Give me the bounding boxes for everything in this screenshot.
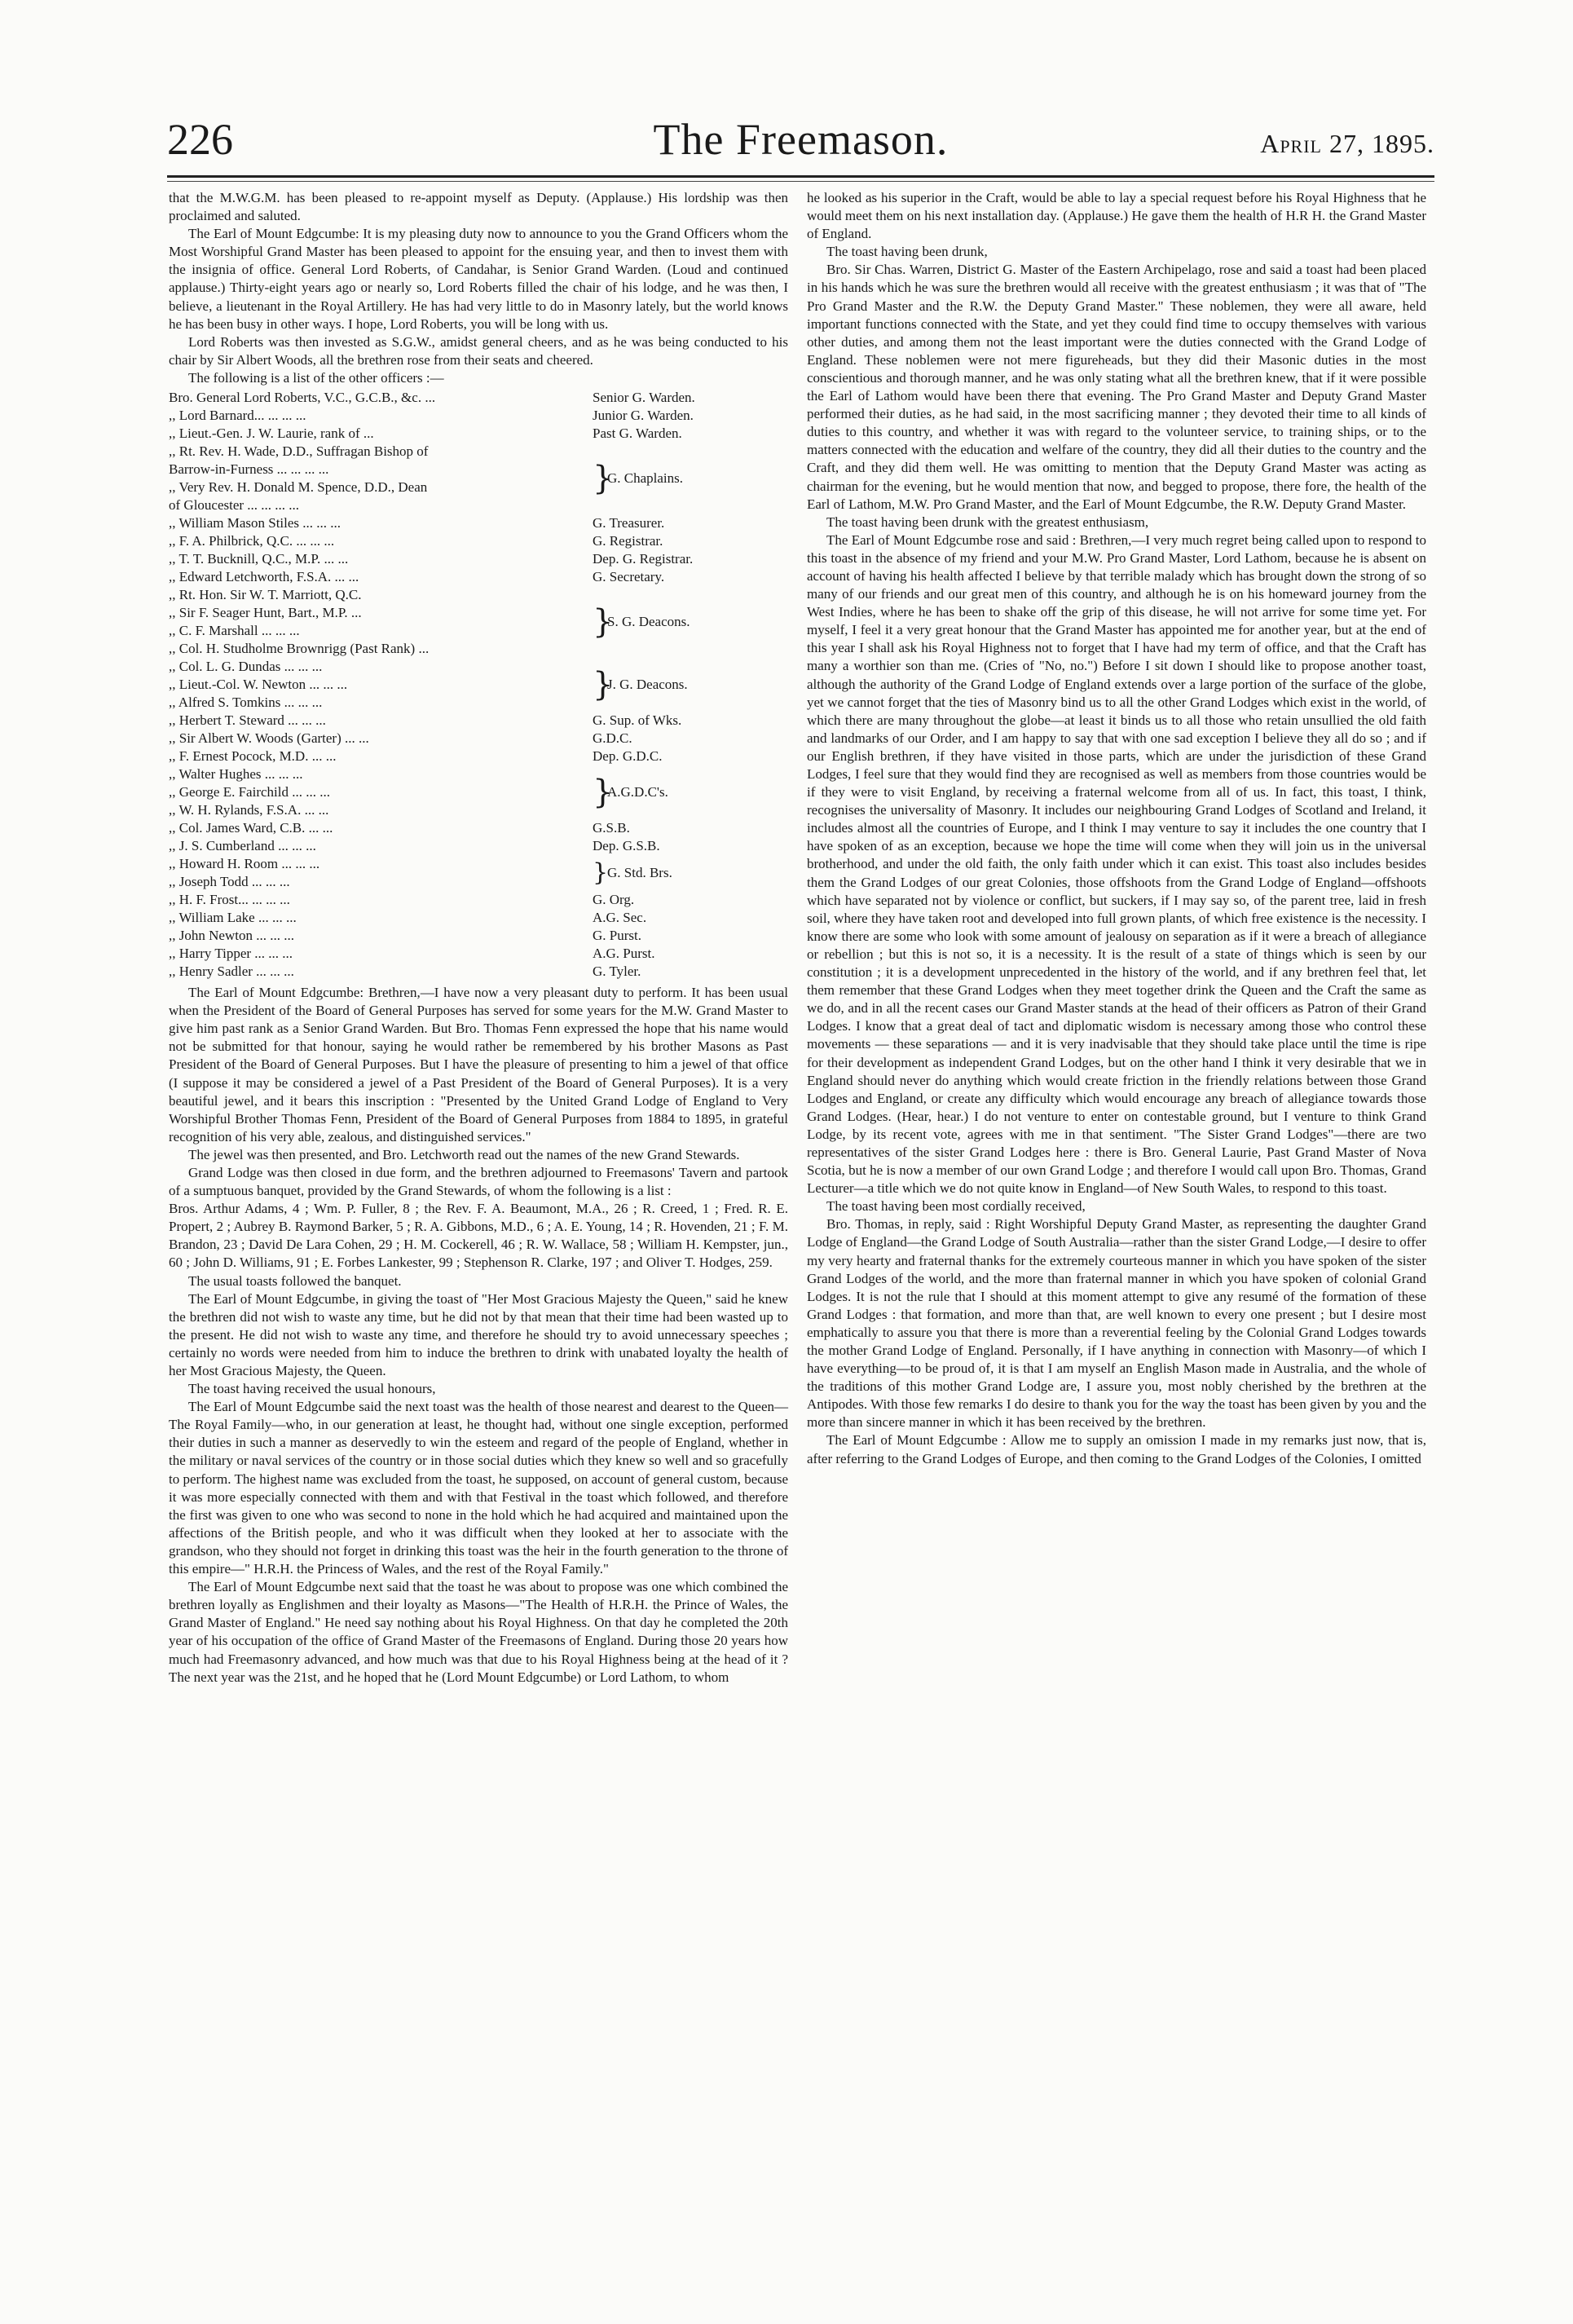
officer-row [169, 945, 788, 963]
officer-name: ,, Sir F. Seager Hunt, Bart., M.P. ... [169, 605, 362, 621]
officer-name: ,, Lieut.-Gen. J. W. Laurie, rank of ... [169, 426, 374, 442]
officer-name: ,, F. Ernest Pocock, M.D. ... ... [169, 748, 337, 765]
officer-row [169, 909, 788, 927]
paragraph: Grand Lodge was then closed in due form, and the brethren adjourned to Freemasons' Tavern and partook of a sumptuous banquet, provided by the Grand Stewards, of whom the following is a list : [169, 1164, 788, 1199]
officer-name: ,, Alfred S. Tomkins ... ... ... [169, 695, 323, 711]
officer-office: G. Tyler. [593, 964, 641, 980]
brace-glyph: } [593, 858, 609, 888]
officer-row [169, 389, 788, 407]
officer-office: A.G. Purst. [593, 946, 655, 962]
officer-name: ,, F. A. Philbrick, Q.C. ... ... ... [169, 533, 335, 549]
officer-name: ,, W. H. Rylands, F.S.A. ... ... [169, 802, 329, 818]
officer-office: Dep. G. Registrar. [593, 551, 694, 567]
paragraph: The usual toasts followed the banquet. [188, 1272, 402, 1289]
officer-name: ,, Sir Albert W. Woods (Garter) ... ... [169, 730, 369, 747]
paragraph: The Earl of Mount Edgcumbe: It is my pleasing duty now to announce to you the Grand Officers whom the Most Worshipful Grand Master has been pleased to appoint for the ensuing year, and then to invest them with the insignia of office. General Lord Roberts, of Candahar, is Senior Grand Warden. (Loud and continued applause.) Thirty-eight years ago or nearly so, Lord Roberts filled the chair of his lodge, and he was then, I believe, a lieutenant in the Royal Artillery. He has had very little to do in Masonry lately, but the world knows he has been busy in other ways. I hope, Lord Roberts, you will be long with us. [169, 226, 788, 332]
officer-row [169, 891, 788, 909]
officer-office: S. G. Deacons. [607, 613, 690, 629]
officer-office: G. Treasurer. [593, 515, 665, 531]
paragraph: he looked as his superior in the Craft, would be able to lay a special request before his Royal Highness that he would meet them on his next installation day. (Applause.) He gave them the health of H.R H. the Grand Master of England. [807, 190, 1426, 242]
officer-group-senior-deacons [169, 586, 788, 658]
officers-list [169, 389, 788, 981]
publication-title: The Freemason. [653, 115, 949, 164]
brace-glyph: } [593, 774, 614, 812]
officer-name: ,, Joseph Todd ... ... ... [169, 874, 290, 890]
issue-date: April 27, 1895. [1260, 129, 1434, 158]
officer-name: ,, George E. Fairchild ... ... ... [169, 784, 330, 800]
officer-office: J. G. Deacons. [607, 676, 688, 692]
officer-row [169, 927, 788, 945]
officer-office: A.G. Sec. [593, 910, 647, 926]
officer-office: G.S.B. [593, 820, 630, 836]
officer-row [169, 425, 788, 443]
officer-name: ,, Col. H. Studholme Brownrigg (Past Rank) ... [169, 641, 430, 657]
officer-name: ,, Col. L. G. Dundas ... ... ... [169, 659, 323, 675]
officer-name: ,, Henry Sadler ... ... ... [169, 964, 294, 980]
officer-row [169, 568, 788, 586]
officer-name: ,, Rt. Hon. Sir W. T. Marriott, Q.C. [169, 587, 362, 603]
paragraph: The Earl of Mount Edgcumbe, in giving the toast of "Her Most Gracious Majesty the Queen," said he knew the brethren did not wish to waste any time, but he did not by that mean that their time had been wasted up to the present. He did not wish to waste any time, and therefore he should try to avoid unnecessary speeches ; certainly no words were needed from him to induce the brethren to drink with unabated loyalty the health of her Most Gracious Majesty, the Queen. [169, 1290, 788, 1378]
officer-name: of Gloucester ... ... ... ... [169, 497, 300, 514]
masthead-rule [167, 175, 1434, 178]
paragraph: The Earl of Mount Edgcumbe said the next toast was the health of those nearest and dearest to the Queen—The Royal Family—who, in our generation at least, he thought had, without one single exception, performed their duties in such a manner as deservedly to win the esteem and regard of the people of England, whether in the military or naval services of the country or in those social duties which they knew so well and so gracefully to perform. The highest name was excluded from the toast, he supposed, on account of general custom, because it was more especially connected with them and with that Festival in the toast which followed, and therefore the first was given to one who was second to none in the hold which he had acquired and maintained upon the affections of the British people, and who it was difficult when they looked at her to associate with the grandson, who they should not forget in drinking this toast was the heir in the fourth generation to the throne of this empire—" H.R.H. the Princess of Wales, and the rest of the Royal Family." [169, 1399, 788, 1577]
officer-row [169, 550, 788, 568]
left-column [169, 189, 788, 1687]
officer-office: G. Std. Brs. [607, 864, 672, 880]
paragraph: The Earl of Mount Edgcumbe next said that the toast he was about to propose was one which combined the brethren loyally as Englishmen and their loyalty as Masons—"The Health of H.R.H. the Prince of Wales, the Grand Master of England." He need say nothing about his Royal Highness. On that day he completed the 20th year of his occupation of the office of Grand Master of the Freemasons of England. During those 20 years how much had Freemasonry advanced, and how much was that due to his Royal Highness being at the head of it ? The next year was the 21st, and he hoped that he (Lord Mount Edgcumbe) or Lord Lathom, to whom [169, 1579, 788, 1685]
brace-glyph: } [593, 460, 614, 498]
officer-office: Junior G. Warden. [593, 408, 694, 424]
officer-group-standard-bearers [169, 855, 788, 891]
right-column [807, 189, 1426, 1468]
officer-name: ,, H. F. Frost... ... ... ... [169, 892, 290, 908]
officer-group-chaplains [169, 443, 788, 514]
officer-name: ,, Col. James Ward, C.B. ... ... [169, 820, 333, 836]
officer-office: A.G.D.C's. [607, 783, 668, 800]
officer-office: G. Secretary. [593, 569, 665, 585]
officer-name: ,, Herbert T. Steward ... ... ... [169, 712, 326, 729]
officer-row [169, 712, 788, 730]
paragraph: Bros. Arthur Adams, 4 ; Wm. P. Fuller, 8 ; the Rev. F. A. Beaumont, M.A., 26 ; R. Creed, 1 ; Fred. R. E. Propert, 2 ; Aubrey B. Raymond Barker, 5 ; R. A. Gibbons, M.D., 6 ; A. E. Young, 14 ; R. Hovenden, 21 ; F. M. Brandon, 23 ; David De Lara Cohen, 29 ; H. M. Cockerell, 46 ; R. W. Wallace, 58 ; William H. Kempster, jun., 60 ; John D. Williams, 91 ; E. Forbes Lankester, 99 ; Stephenson R. Clarke, 197 ; and Oliver T. Hodges, 259. [169, 1201, 788, 1271]
officer-name: ,, Harry Tipper ... ... ... [169, 946, 293, 962]
paragraph: The toast having been drunk with the greatest enthusiasm, [826, 514, 1149, 530]
officer-name: ,, Walter Hughes ... ... ... [169, 766, 303, 783]
paragraph: Lord Roberts was then invested as S.G.W., amidst general cheers, and as he was being conducted to his chair by Sir Albert Woods, all the brethren rose from their seats and cheered. [169, 333, 788, 368]
officer-name: ,, Very Rev. H. Donald M. Spence, D.D., Dean [169, 479, 428, 496]
officer-row [169, 514, 788, 532]
officer-name: ,, Rt. Rev. H. Wade, D.D., Suffragan Bishop of [169, 443, 429, 460]
paragraph: that the M.W.G.M. has been pleased to re-appoint myself as Deputy. (Applause.) His lordship was then proclaimed and saluted. [169, 190, 788, 224]
paragraph: The toast having been drunk, [826, 244, 988, 260]
officer-name: ,, C. F. Marshall ... ... ... [169, 623, 300, 639]
masthead-rule-thin [167, 181, 1434, 182]
officer-office: Dep. G.D.C. [593, 748, 663, 765]
officer-office: G. Purst. [593, 928, 641, 944]
officer-office: Senior G. Warden. [593, 390, 695, 406]
officer-row [169, 730, 788, 747]
officer-name: ,, J. S. Cumberland ... ... ... [169, 838, 316, 854]
paragraph: The jewel was then presented, and Bro. Letchworth read out the names of the new Grand Stewards. [188, 1146, 740, 1162]
officer-office: Dep. G.S.B. [593, 838, 660, 854]
officer-name: ,, John Newton ... ... ... [169, 928, 294, 944]
officer-name: ,, Howard H. Room ... ... ... [169, 856, 320, 872]
brace-glyph: } [593, 603, 614, 642]
officer-name: ,, William Lake ... ... ... [169, 910, 297, 926]
officer-group-adcs [169, 765, 788, 819]
officer-row [169, 963, 788, 981]
brace-glyph: } [593, 666, 614, 704]
officer-office: G.D.C. [593, 730, 632, 747]
officer-office: G. Org. [593, 892, 635, 908]
officer-row [169, 837, 788, 855]
officer-row [169, 747, 788, 765]
officer-name: Barrow-in-Furness ... ... ... ... [169, 461, 329, 478]
paragraph: Bro. Thomas, in reply, said : Right Worshipful Deputy Grand Master, as representing the daughter Grand Lodge of England—the Grand Lodge of South Australia—rather than the sister Grand Lodge,—I desire to offer my very hearty and fraternal thanks for the extremely courteous manner in which you have spoken of the sister Grand Lodges of the world, and the more than fraternal manner in which you have spoken of colonial Grand Lodges. It is not the rule that I should at this moment attempt to give any resumé of the formation of these Grand Lodges : that formation, and more than that, are well known to every one present ; but I desire most emphatically to assure you that there is more than a reverential feeling by the Colonial Grand Lodges towards the mother Grand Lodge of England. Personally, if I have anything in connection with Masonry—of which I have everything—to be proud of, it is that I am myself an English Mason made in Australia, and the whole of the traditions of this mother Grand Lodge are, I assure you, most nobly cherished by the brethren at the Antipodes. With those few remarks I do desire to thank you for the way the toast has been given by you and the more than sincere manner in which it has been received by the brethren. [807, 1216, 1426, 1431]
paragraph: The Earl of Mount Edgcumbe rose and said : Brethren,—I very much regret being called upon to respond to this toast in the absence of my friend and your M.W. Pro Grand Master, Lord Lathom, because he is absent on account of having his health affected I believe by that terrible malady which has brought down the strong of so many of our friends and our great men of this country, and although he is on his homeward journey from the West Indies, where he has been to shake off the grip of this disease, he will not arrive for some time yet. For myself, I feel it a very great honour that the Grand Master has appointed me for another year, but at the end of this year I shall ask his Royal Highness not to forget that I have had my term of office, and that the Craft has many a worthier son than me. (Cries of "No, no.") Before I sit down I should like to propose another toast, although the authority of the Grand Lodge of England extends over a large portion of the surface of the globe, yet we cannot forget that the ties of Masonry bind us to all the other Grand Lodges which exist in the world, of which there are many throughout the globe—at least it binds us to all those who retain unsullied the old faith and landmarks of our Order, and I am happy to say that with one sad exception I believe they all do so ; and if our English brethren, if they have visited in those parts, which are under the jurisdiction of these Grand Lodges, I feel sure that they would find they are recognised as well as members from those countries would be if they were to visit England, by receiving a fraternal welcome from all of us. In fact, this toast, I think, recognises the universality of Masonry. It includes our neighbouring Grand Lodges of Scotland and Ireland, it includes almost all the countries of Europe, and I think I may venture to say it includes the one country that I have spoken of as an exception, because we hope the time will come when they will join us in the universal brotherhood, and under the old faith, the only faith under which it can exist. This toast also includes besides them the Grand Lodges of our great Colonies, those offshoots from the Grand Lodge of England—offshoots which have separated not by violence or conflict, but suckers, if I may say so, of the parent tree, laid in fresh soil, where they have taken root and developed into full grown plants, of which free existence is the necessity. I know there are some who look with some amount of jealousy on separation as if it were a breach of allegiance or rebellion ; but this is not so, it is a necessity. It is the result of a state of things which is seen by our constitution ; it is a development unprecedented in the history of the world, and if any brethren feel that, let them remember that these Grand Lodges when they meet together drink the Queen and the Craft the same as we do, and in all the recent cases our Grand Master stands at the head of their officers as Patron of their Grand Lodges. I know that a great deal of tact and diplomatic wisdom is necessary among those who control these movements — these separations — and it is very inadvisable that they should take place until the time is ripe for their development as independent Grand Lodges, but on the other hand I think it very desirable that we in England should never do anything which would create friction in the friendly relations between those Grand Lodges and England, or create any difficulty which would encourage any breach of allegiance towards those Grand Lodges. (Hear, hear.) I do not venture to enter on contestable ground, but I venture to think Grand Lodge, by its recent vote, agrees with me in that sentiment. "The Sister Grand Lodges"—there are two representatives of the sister Grand Lodges here : there is Bro. General Laurie, Past Grand Master of Nova Scotia, but he is now a member of our own Grand Lodge ; and therefore I would call upon Bro. Thomas, Grand Lecturer—a title which we do not quite know in England—of New South Wales, to respond to this toast. [807, 531, 1426, 1197]
paragraph: The Earl of Mount Edgcumbe: Brethren,—I have now a very pleasant duty to perform. It has been usual when the President of the Board of General Purposes has served for some years for the M.W. Grand Master to give him past rank as a Senior Grand Warden. But Bro. Thomas Fenn expressed the hope that his name would not be submitted for that honour, saying he would rather be remembered by his brother Masons as Past President of the Board of General Purposes. But I have the pleasure of presenting to him a jewel of that office (I suppose it may be considered a jewel of a Past President of the Board of General Purposes). It is a very beautiful jewel, and it bears this inscription : "Presented by the United Grand Lodge of England to Very Worshipful Brother Thomas Fenn, President of the Board of General Purposes from 1884 to 1895, in grateful recognition of his very able, zealous, and distinguished services." [169, 985, 788, 1144]
officer-office: G. Sup. of Wks. [593, 712, 682, 729]
paragraph: Bro. Sir Chas. Warren, District G. Master of the Eastern Archipelago, rose and said a toast had been placed in his hands which he was sure the brethren would all receive with the greatest enthusiasm ; it was that of "The Pro Grand Master and the R.W. the Deputy Grand Master." These noblemen, they were all aware, held important functions connected with the State, and yet they could find time to occupy themselves with various other duties, and among them not the least important were the duties connected with the Grand Lodge of England. These noblemen were not mere figureheads, but they did their Masonic duties in the most conscientious and thorough manner, and he was only stating what all the brethren knew, that if it were possible the Earl of Lathom would have been there that evening. The Pro Grand Master and Deputy Grand Master performed their duties, as he had said, in the most sacrificing manner ; they devoted their time to all kinds of duties to this country, and whether it was with regard to the volunteer service, to training ships, or to the matters connected with the education and welfare of the country, they did all their duties to the country and the Craft, and they did them well. He was omitting to mention that the Deputy Grand Master was acting as chairman for the evening, but he would mention that now, and begged to propose, there fore, the health of the Earl of Lathom, M.W. Pro Grand Master, and the Earl of Mount Edgcumbe, the R.W. Deputy Grand Master. [807, 262, 1426, 512]
officer-name: ,, Edward Letchworth, F.S.A. ... ... [169, 569, 359, 585]
officer-row [169, 407, 788, 425]
officer-group-junior-deacons [169, 658, 788, 712]
paragraph: The following is a list of the other officers :— [188, 369, 444, 386]
masthead [167, 114, 1434, 175]
officer-name: Bro. General Lord Roberts, V.C., G.C.B., &c. ... [169, 390, 436, 406]
officer-office: G. Registrar. [593, 533, 663, 549]
paragraph: The Earl of Mount Edgcumbe : Allow me to supply an omission I made in my remarks just now, that is, after referring to the Grand Lodges of Europe, and then coming to the Grand Lodges of the Colonies, I omitted [807, 1432, 1426, 1466]
page-number: 226 [167, 115, 233, 164]
officer-name: ,, T. T. Bucknill, Q.C., M.P. ... ... [169, 551, 349, 567]
officer-name: ,, Lord Barnard... ... ... ... [169, 408, 306, 424]
paragraph: The toast having been most cordially received, [826, 1198, 1086, 1215]
officer-office: G. Chaplains. [607, 470, 684, 486]
officer-row [169, 819, 788, 837]
officer-row [169, 532, 788, 550]
officer-name: ,, Lieut.-Col. W. Newton ... ... ... [169, 677, 348, 693]
officer-office: Past G. Warden. [593, 426, 682, 442]
paragraph: The toast having received the usual honours, [188, 1381, 436, 1397]
officer-name: ,, William Mason Stiles ... ... ... [169, 515, 341, 531]
